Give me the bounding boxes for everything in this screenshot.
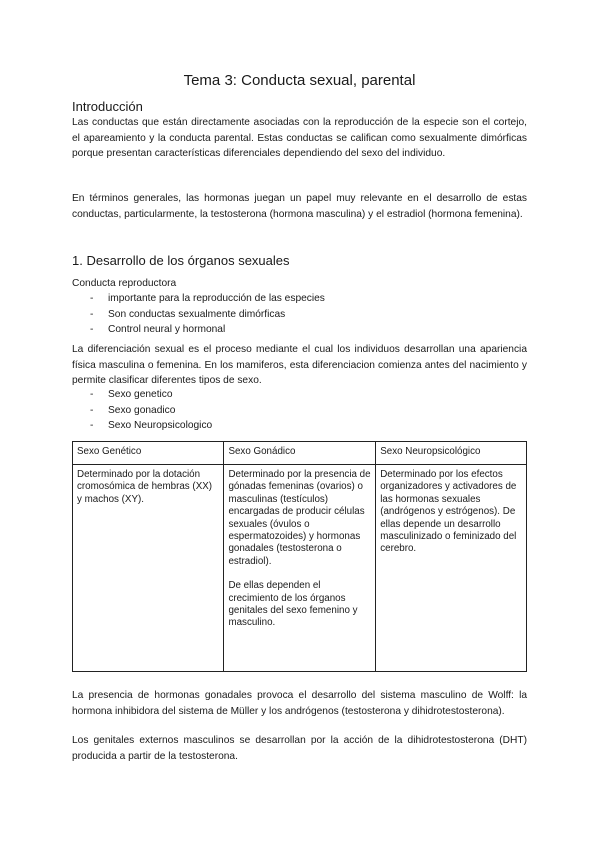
sex-types-table (72, 441, 527, 672)
list-item: - Sexo Neuropsicologico (72, 418, 212, 434)
table-cell-neuropsychological (376, 465, 527, 672)
table-header-row (73, 442, 527, 465)
cell-text: Determinado por los efectos organizadores y activadores de las hormonas sexuales (andrógenos y estrógenos). De ellas depende un desarrollo masculinizado o feminizado del cerebro. (380, 469, 517, 555)
cell-paragraph: De ellas dependen el crecimiento de los órganos genitales del sexo femenino y masculino. (228, 580, 358, 629)
cell-paragraph: Determinado por la presencia de gónadas femeninas (ovarios) o masculinas (testículos) encargadas de producir células sexuales (óvulos o espermatozoides) y hormonas gonadales (testosterona o estradiol). (228, 469, 371, 567)
table-header-genetic: Sexo Genético (73, 442, 224, 465)
intro-paragraph-2: En términos generales, las hormonas juegan un papel muy relevante en el desarrollo de estas conductas, particularmente, la testosterona (hormona masculina) y el estradiol (hormona femenina). (72, 193, 527, 220)
list-item: - Sexo genetico (72, 387, 212, 403)
reproductive-behavior-list (72, 291, 325, 338)
reproductive-behavior-label: Conducta reproductora (72, 278, 177, 289)
table-cell-genetic (73, 465, 224, 672)
after-table-paragraph-2: Los genitales externos masculinos se desarrollan por la acción de la dihidrotestosterona (DHT) producida a partir de la testosterona. (72, 735, 527, 762)
page-title: Tema 3: Conducta sexual, parental (183, 72, 416, 89)
table-header-neuropsychological: Sexo Neuropsicológico (376, 442, 527, 465)
table-row (73, 465, 527, 672)
list-item: - Control neural y hormonal (72, 322, 325, 338)
list-item: - importante para la reproducción de las especies (72, 291, 325, 307)
cell-text: Determinado por la dotación cromosómica de hembras (XX) y machos (XY). (77, 469, 213, 505)
after-table-paragraph-1: La presencia de hormonas gonadales provoca el desarrollo del sistema masculino de Wolff: la hormona inhibidora del sistema de Müller y los andrógenos (testosterona y dihidrotestosterona). (72, 690, 527, 717)
table-header-gonadal: Sexo Gonádico (224, 442, 376, 465)
sex-types-list (72, 387, 212, 434)
list-item: - Sexo gonadico (72, 403, 212, 419)
intro-paragraph-1: Las conductas que están directamente asociadas con la reproducción de la especie son el cortejo, el apareamiento y la conducta parental. Estas conductas se califican como sexualmente dimórficas porque presentan características diferenciales dependiendo del sexo del individuo. (72, 117, 527, 160)
table-cell-gonadal (224, 465, 376, 672)
sexual-differentiation-paragraph: La diferenciación sexual es el proceso mediante el cual los individuos desarrollan una apariencia física masculina o femenina. En los mamiferos, esta diferenciacion comienza antes del nacimiento y permite clasificar diferentes tipos de sexo. (72, 344, 527, 387)
list-item: - Son conductas sexualmente dimórficas (72, 307, 325, 323)
intro-heading: Introducción (72, 99, 143, 114)
section-1-heading: 1. Desarrollo de los órganos sexuales (72, 253, 290, 268)
